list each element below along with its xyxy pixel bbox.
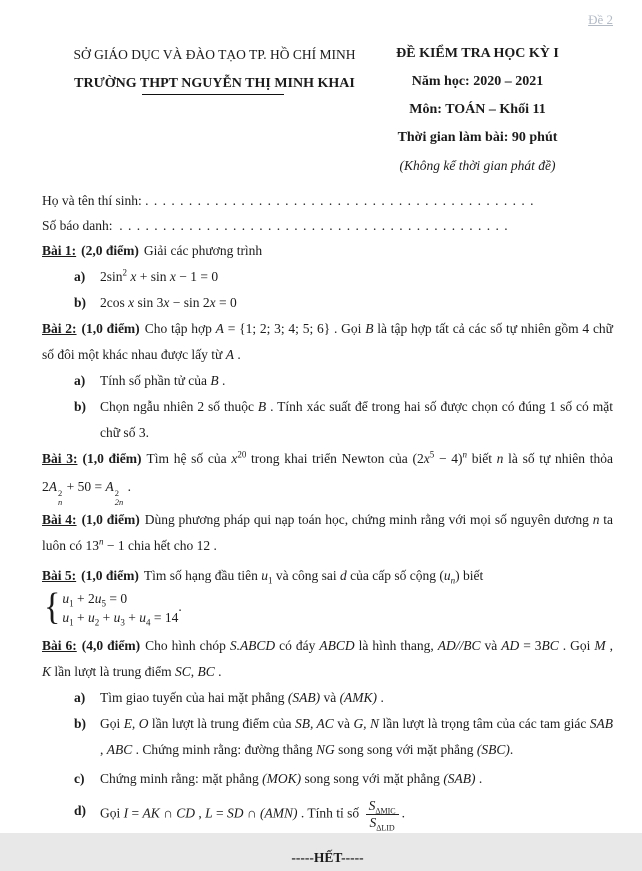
header-right-block: [387, 40, 613, 180]
numerator-symbol: S: [368, 797, 376, 813]
fraction-suffix: .: [401, 805, 405, 821]
student-name-label: Họ và tên thí sinh:: [42, 193, 142, 208]
area-ratio-fraction: [366, 797, 399, 834]
problem-2-label: Bài 2:: [42, 321, 77, 336]
fraction-denominator: [369, 815, 395, 834]
problem-6-item-d: [42, 797, 613, 834]
student-id-dots: . . . . . . . . . . . . . . . . . . . . . . . . . . . . . . . . . . . . . . . . . . . . .: [119, 218, 509, 233]
item-text: Chứng minh rằng: mặt phẳng (MOK) song song với mặt phẳng (SAB) .: [100, 770, 483, 786]
subscript: 2n: [114, 496, 124, 507]
problem-6-item-b: [42, 711, 613, 763]
subscript: n: [58, 496, 63, 507]
equation-symbol: A: [105, 479, 114, 494]
problem-3-statement: [42, 446, 613, 472]
problem-3: [42, 446, 613, 507]
denominator-subscript: ΔLID: [376, 824, 395, 834]
problem-1-heading: [42, 238, 613, 264]
system-equation-2: $u_1 + u_2 + u_3 + u_4 = 14$: [62, 609, 179, 628]
problem-2-points: (1,0 điểm): [81, 321, 140, 336]
student-name-line: [42, 188, 613, 213]
sup-sub-stack: [58, 489, 62, 507]
problem-3-text: Tìm hệ số của $x^{20}$ trong khai triển Newton của $(2x^5 - 4)^n$ biết n là số tự nhiên thỏa: [146, 449, 613, 466]
sup-sub-stack: [115, 489, 124, 507]
item-text: $2\sin^2$ x + sin x − 1 = 0: [100, 267, 219, 284]
problem-6-points: (4,0 điểm): [81, 637, 141, 653]
exam-code: Đề 2: [588, 12, 613, 27]
item-text: Gọi I = AK ∩ CD , L = SD ∩ (AMN) . Tính tỉ số: [100, 805, 363, 821]
problem-4-label: Bài 4:: [42, 511, 77, 527]
problem-5: [42, 563, 613, 627]
exam-code-row: [42, 12, 613, 34]
student-id-line: [42, 213, 613, 238]
equation-symbol: A: [48, 479, 57, 494]
exam-title: ĐỀ KIỂM TRA HỌC KỲ I: [396, 46, 559, 61]
problem-1: [42, 238, 613, 316]
superscript: 2: [58, 488, 63, 498]
problem-6-text: Cho hình chóp S.ABCD có đáy ABCD là hình thang, AD//BC và AD = 3BC . Gọi M , K lần lượt là trung điểm SC, BC .: [42, 637, 614, 679]
item-label: a): [74, 689, 86, 705]
item-label: c): [74, 770, 85, 786]
problem-6-item-a: [42, 685, 613, 711]
student-name-dots: . . . . . . . . . . . . . . . . . . . . . . . . . . . . . . . . . . . . . . . . . . . . .: [145, 193, 535, 208]
item-label: b): [74, 295, 87, 310]
department-name: SỞ GIÁO DỤC VÀ ĐÀO TẠO TP. HỒ CHÍ MINH: [73, 47, 356, 62]
item-label: a): [74, 373, 86, 388]
problem-2-statement: [42, 316, 613, 368]
problem-1-label: Bài 1:: [42, 243, 77, 258]
system-equations: [62, 589, 178, 627]
numerator-subscript: ΔMIC: [375, 806, 396, 816]
problem-3-points: (1,0 điểm): [82, 451, 142, 466]
problem-2-item-b: [42, 394, 613, 446]
end-marker: -----HẾT-----: [291, 849, 364, 865]
student-id-label: Số báo danh:: [42, 218, 113, 233]
item-label: b): [74, 399, 87, 414]
equation-system: [44, 586, 179, 629]
item-text: Gọi E, O lần lượt là trung điểm của SB, AC và G, N lần lượt là trọng tâm của các tam giác SAB , ABC . Chứng minh rằng: đường thẳng NG song song với mặt phẳng (SBC).: [100, 715, 614, 757]
problem-4-points: (1,0 điểm): [81, 511, 140, 527]
student-info: [42, 188, 613, 238]
item-label: d): [74, 802, 87, 818]
equation-coefficient: 2: [42, 479, 49, 494]
note-line: (Không kể thời gian phát đề): [399, 158, 556, 173]
item-text: Tính số phần tử của B .: [100, 373, 226, 388]
item-text: Chọn ngẫu nhiên 2 số thuộc B . Tính xác suất để trong hai số được chọn có đúng 1 số có mặt chữ số 3.: [100, 399, 613, 440]
problem-6: [42, 633, 614, 834]
problem-4-statement: [42, 507, 613, 559]
problem-2: [42, 316, 613, 446]
problem-1-item-a: [42, 264, 613, 290]
problem-3-equation: [42, 472, 613, 507]
problem-6-statement: [42, 633, 613, 685]
equation-suffix: .: [124, 479, 131, 494]
denominator-symbol: S: [369, 815, 377, 831]
problem-5-label: Bài 5:: [42, 567, 77, 583]
problem-1-intro: Giải các phương trình: [143, 243, 263, 258]
header-left-block: [42, 40, 387, 180]
school-year: Năm học: 2020 – 2021: [411, 74, 544, 89]
problem-3-label: Bài 3:: [42, 451, 78, 466]
system-equation-1: $u_1 + 2u_5 = 0$: [62, 590, 128, 609]
problem-5-points: (1,0 điểm): [81, 567, 139, 583]
subject-line: Môn: TOÁN – Khối 11: [409, 102, 546, 117]
equation-middle: + 50 =: [63, 479, 106, 494]
duration-line: Thời gian làm bài: 90 phút: [397, 130, 558, 145]
left-brace-glyph: {: [44, 586, 61, 629]
fraction-numerator: [366, 798, 399, 816]
problem-5-text: Tìm số hạng đầu tiên $u_1$ và công sai d của cấp số cộng $(u_n)$ biết: [143, 567, 484, 586]
superscript: 2: [114, 488, 119, 498]
item-text: 2cos x sin 3x − sin 2x = 0: [100, 295, 237, 310]
problem-4-text: Dùng phương pháp qui nạp toán học, chứng minh rằng với mọi số nguyên dương n ta luôn có $13^n - 1$ chia hết cho 12 .: [42, 511, 613, 553]
problem-6-item-c: [42, 766, 613, 792]
item-text: Tìm giao tuyến của hai mặt phẳng (SAB) và (AMK) .: [100, 689, 384, 705]
problem-2-item-a: [42, 368, 613, 394]
system-suffix: .: [178, 598, 182, 614]
problem-1-points: (2,0 điểm): [81, 243, 139, 258]
item-label: a): [74, 269, 86, 284]
document-header: [42, 40, 613, 180]
school-name: TRƯỜNG THPT NGUYỄN THỊ MINH KHAI: [42, 69, 387, 98]
problem-6-label: Bài 6:: [42, 637, 77, 653]
item-label: b): [74, 715, 87, 731]
problem-4: [42, 507, 613, 559]
problem-1-item-b: [42, 290, 613, 316]
problem-2-text: Cho tập hợp A = {1; 2; 3; 4; 5; 6} . Gọi B là tập hợp tất cả các số tự nhiên gồm 4 chữ số đôi một khác nhau được lấy từ A .: [42, 321, 613, 362]
